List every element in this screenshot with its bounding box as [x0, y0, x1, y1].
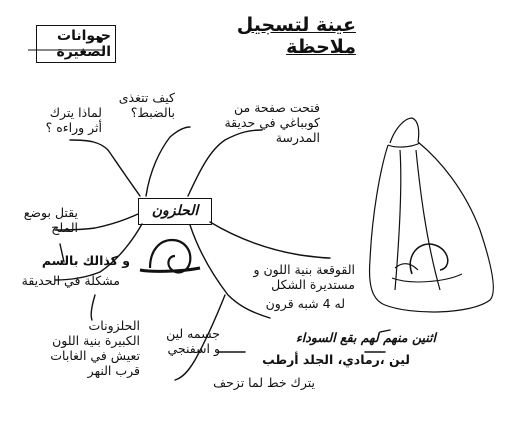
note-two-black: اثنين منهم لهم بقع السوداء	[295, 330, 436, 345]
center-node: الحلزون	[138, 198, 212, 225]
note-opened-page: فتحت صفحة من كوبباغي في حديقة المدرسة	[224, 100, 320, 145]
note-how-eat: كيف تتغذى بالضبط؟	[118, 90, 175, 120]
note-horns: له 4 شبه قرون	[265, 296, 345, 311]
note-and-poison: و كذالك بالسم	[41, 253, 130, 268]
page-title: عينة لتسجيل ملاحظة	[236, 14, 356, 58]
note-shell: القوقعة بنية اللون و مستديرة الشكل	[253, 262, 355, 292]
note-leaves-line: يترك خط لما تزحف	[213, 375, 315, 390]
note-kills-salt: يقتل بوضع الملح	[23, 205, 78, 235]
note-soft-gray: لين ،رمادي، الجلد أرطب	[262, 352, 410, 367]
note-body-soft: جسمه لين و اسفنجي	[166, 326, 220, 356]
note-problem-garden: مشكلة في الحديقة	[21, 273, 120, 288]
note-big-snails: الحلزونات الكبيرة بنية اللون تعيش في الغابات قرب النهر	[50, 318, 140, 378]
snail-in-jar-icon	[370, 118, 494, 312]
snail-sketch-icon	[140, 240, 200, 272]
note-why-trace: لماذا يترك أثر وراءه ؟	[45, 105, 102, 135]
subtitle-box: حيوانات الصغيرة	[36, 25, 116, 63]
